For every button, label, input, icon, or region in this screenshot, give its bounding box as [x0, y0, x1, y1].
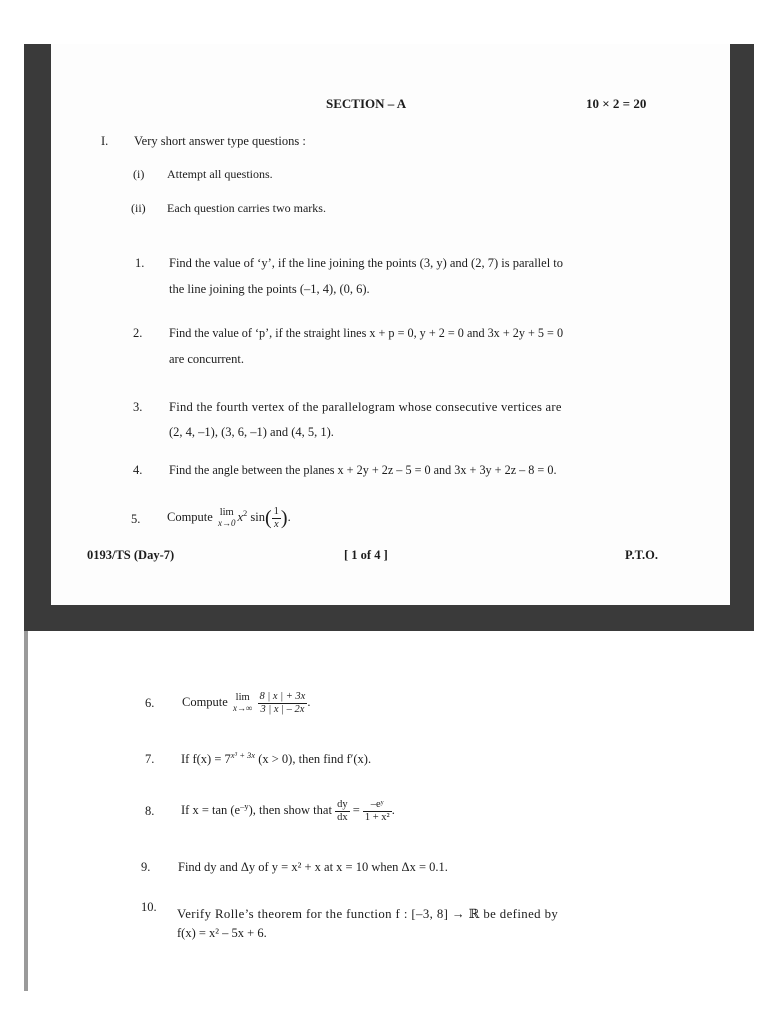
limit-word: lim	[219, 507, 234, 519]
limit-word: lim	[235, 692, 250, 704]
open-paren: (	[265, 507, 272, 530]
question-7-expression	[181, 751, 371, 767]
footer-page-number: [ 1 of 4 ]	[344, 548, 388, 562]
fraction-numerator: 8 | x | + 3x	[259, 690, 306, 702]
question-4-text: Find the angle between the planes x + 2y + 2z – 5 = 0 and 3x + 3y + 2z – 8 = 0.	[169, 463, 557, 477]
question-3-line-1: Find the fourth vertex of the parallelogram whose consecutive vertices are	[169, 400, 562, 414]
question-2-line-2: are concurrent.	[169, 352, 244, 366]
question-5-end: .	[287, 510, 291, 524]
instruction-1-num: (i)	[133, 167, 145, 181]
question-6-fraction	[258, 690, 311, 716]
rhs-denominator: 1 + x²	[364, 811, 390, 823]
question-1-line-2: the line joining the points (–1, 4), (0, 6).	[169, 282, 370, 296]
question-1-num: 1.	[135, 256, 145, 270]
lhs-numerator: dy	[337, 798, 348, 810]
question-8-lhs-fraction	[335, 799, 350, 824]
question-3-num: 3.	[133, 400, 143, 414]
section-title: SECTION – A	[326, 96, 407, 111]
part-heading: Very short answer type questions :	[134, 134, 306, 148]
right-frame-bar	[730, 44, 754, 605]
fraction-numerator: 1	[273, 505, 279, 517]
fraction-denominator: x	[273, 518, 279, 530]
question-4-num: 4.	[133, 463, 143, 477]
question-7-lead: If f(x) = 7	[181, 752, 231, 766]
part-number: I.	[101, 134, 109, 148]
question-10-line-1: Verify Rolle’s theorem for the function f : [–3, 8] → ℝ be defined by	[177, 907, 559, 921]
question-8-num: 8.	[145, 804, 155, 818]
close-paren: )	[280, 507, 288, 530]
footer-paper-code: 0193/TS (Day-7)	[87, 548, 175, 562]
question-10-num: 10.	[141, 900, 157, 914]
question-7-num: 7.	[145, 752, 155, 766]
rhs-numerator: –eʸ	[363, 799, 392, 812]
left-frame-bar	[24, 44, 51, 605]
marks-total: 10 × 2 = 20	[586, 96, 647, 111]
question-6-lead: Compute	[182, 695, 228, 709]
question-5-exponent: 2	[243, 507, 248, 518]
question-9-num: 9.	[141, 860, 151, 874]
instruction-2-text: Each question carries two marks.	[167, 201, 326, 215]
question-9-text: Find dy and Δy of y = x² + x at x = 10 when Δx = 0.1.	[178, 860, 448, 874]
question-2-line-1: Find the value of ‘p’, if the straight lines x + p = 0, y + 2 = 0 and 3x + 2y + 5 = 0	[169, 326, 564, 340]
question-6-end: .	[307, 695, 311, 709]
question-6-limit	[233, 693, 252, 713]
footer-pto: P.T.O.	[625, 548, 658, 562]
question-5-variable: x	[237, 510, 244, 524]
question-7-tail: (x > 0), then find f′(x).	[255, 752, 372, 766]
question-1-line-1: Find the value of ‘y’, if the line joining the points (3, y) and (2, 7) is parallel to	[169, 256, 564, 270]
question-8-exponent: –y	[240, 800, 249, 811]
instruction-1-text: Attempt all questions.	[167, 167, 273, 181]
question-5-lead: Compute	[167, 510, 213, 524]
question-5-limit	[218, 508, 236, 528]
question-5-fraction	[272, 506, 281, 531]
page-separator-bar	[24, 605, 754, 631]
question-3-line-2: (2, 4, –1), (3, 6, –1) and (4, 5, 1).	[169, 425, 334, 439]
question-8-rhs-fraction	[363, 799, 392, 824]
question-6-expression	[182, 685, 310, 719]
question-8-lead: If x = tan (e	[181, 803, 241, 817]
question-10-line-2: f(x) = x² – 5x + 6.	[177, 926, 267, 940]
question-8-expression	[181, 795, 395, 825]
fraction-denominator: 3 | x | – 2x	[260, 703, 305, 715]
question-2-num: 2.	[133, 326, 143, 340]
exam-page-2	[28, 631, 768, 1024]
question-5-sin: sin	[247, 510, 265, 524]
limit-subscript: x→0	[217, 518, 236, 529]
question-5-num: 5.	[131, 512, 141, 526]
limit-subscript: x→∞	[232, 703, 253, 714]
lhs-denominator: dx	[337, 811, 348, 823]
question-8-middle: ), then show that	[248, 803, 332, 817]
question-8-equals: =	[352, 803, 360, 817]
question-8-end: .	[391, 803, 395, 817]
instruction-2-num: (ii)	[131, 201, 146, 215]
question-7-exponent: x³ + 3x	[230, 749, 256, 760]
question-5-expression	[167, 502, 291, 533]
exam-page-1	[51, 44, 730, 605]
question-6-num: 6.	[145, 696, 155, 710]
